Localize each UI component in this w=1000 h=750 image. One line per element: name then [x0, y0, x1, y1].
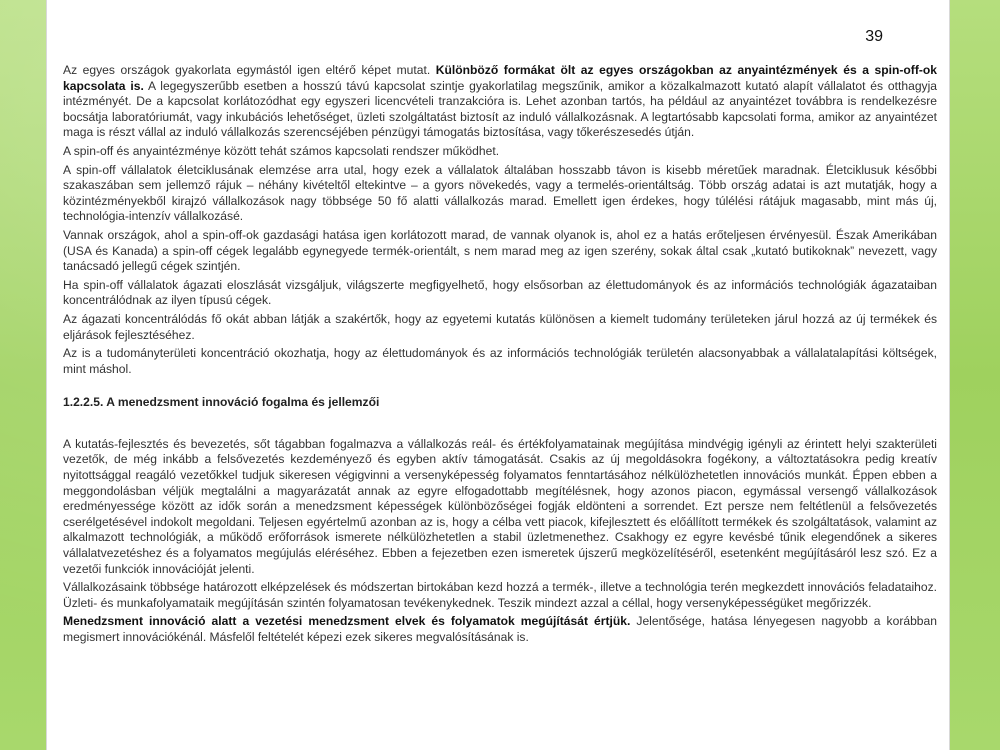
paragraph: Az ágazati koncentrálódás fő okát abban látják a szakértők, hogy az egyetemi kutatás különösen a kiemelt tudomány területeken járul hozzá az új termékek és eljárások fejlesztéséhez. [63, 311, 937, 342]
document-page [46, 0, 950, 750]
emphasis-text: Menedzsment innováció alatt a vezetési menedzsment elvek és folyamatok megújítását értjük. [63, 614, 631, 629]
document-body [63, 63, 937, 649]
paragraph-lead: Az egyes országok gyakorlata egymástól igen eltérő képet mutat. [63, 63, 436, 77]
page-number: 39 [865, 28, 883, 45]
paragraph [63, 63, 937, 141]
paragraph: A spin-off vállalatok életciklusának elemzése arra utal, hogy ezek a vállalatok általában hosszabb távon is kisebb méretűek maradnak. Életciklusuk későbbi szakaszában sem jellemző rájuk – néhány kivételtől eltekintve – a gyors növekedés, vagy a termelés-orientáltság. Több ország adatai is azt mutatják, hogy a közintézményekből kirajzó vállalkozások nagy többsége 50 fő alatti vállalkozás marad. Emellett igen érdekes, hogy túlélési rátájuk magasabb, mint más új, technológia-intenzív vállalkozásé. [63, 162, 937, 224]
paragraph: A spin-off és anyaintézménye között tehát számos kapcsolati rendszer működhet. [63, 143, 500, 158]
paragraph: Vállalkozásaink többsége határozott elképzelések és módszertan birtokában kezd hozzá a termék-, illetve a technológia terén megkezdett innovációs feladataihoz. Üzleti- és munkafolyamataik megújításán szintén folyamatosan tevékenykednek. Teszik mindezt azzal a céllal, hogy versenyképességüket megőrizzék. [63, 580, 937, 610]
emphasis-text: Különböző formákat ölt az egyes országokban az anyaintézmények és a spin-off-ok kapcsolata is. [63, 63, 938, 93]
paragraph: Az is a tudományterületi koncentráció okozhatja, hogy az élettudományok és az információs technológiák területén alacsonyabbak a vállalatalapítási költségek, mint máshol. [63, 346, 937, 376]
paragraph [63, 614, 937, 645]
paragraph: Vannak országok, ahol a spin-off-ok gazdasági hatása igen korlátozott marad, de vannak olyanok is, ahol ez a hatás erőteljesen érvényesül. Észak Amerikában (USA és Kanada) a spin-off cégek legalább egynegyede termék-orientált, s nem marad meg az igen szerény, sokak által csak „kutató butikoknak” nevezett, vagy tanácsadó jellegű cégek szintjén. [63, 227, 937, 274]
paragraph-rest: Jelentősége, hatása lényegesen nagyobb a korábban megismert innovációkénál. Másfelől feltételét képezi ezek sikeres megvalósításának is. [63, 614, 937, 644]
paragraph: A kutatás-fejlesztés és bevezetés, sőt tágabban fogalmazva a vállalkozás reál- és értékfolyamatainak megújítása mindvégig igényli az érintett helyi szakterületi vezetők, de még inkább a felsővezetés kezdeményező és egyben aktív támogatását. Csakis az új megoldásokra fogékony, a változtatásokra pedig kreatív nyitottsággal reagáló vezetőkkel tudjuk sikeresen végigvinni a versenyképesség folyamatos fenntartásához nélkülözhetetlen innovációs munkát. Éppen ebben a meggondolásban véljük megtalálni a magyarázatát annak az egyre elfogadottabb megítélésnek, hogy azonos piacon, egymással versengő vállalkozások eredményessége között az idők során a menedzsment képességek különbözőségei fogják eldönteni a sorrendet. Ezt persze nem feltétlenül a felsővezetés cserélgetésével indokolt megoldani. Teljesen egyértelmű azonban az is, hogy a célba vett piacok, kifejlesztett és előállított termékek és szolgáltatások, valamint az alkalmazott technológiák, a működő erőforrások ismerete nélkülözhetetlen a stabil üzletmenethez. Csakhogy ez egyre kevésbé tűnik elegendőnek a sikeres vállalatvezetéshez és a folyamatos megújulás eléréséhez. Ebben a fejezetben ezen ismeretek újszerű megközelítéséről, esetenként megújításáról lesz szó. Ez a vezetői funkciók innovációját jelenti. [63, 436, 937, 576]
paragraph-rest: A legegyszerűbb esetben a hosszú távú kapcsolat szintje gyakorlatilag megszűnik, amikor a közalkalmazott kutató alapít vállalatot és otthagyja intézményét. De a kapcsolat korlátozódhat egy egyszeri licencvételi tranzakcióra is. Lehet azonban tartós, ha például az anyaintézet továbbra is rendelkezésre bocsátja laboratóriumát, vagy inkubációs lehetőséget, üzleti szolgáltatást biztosít az induló vállalkozásnak. A legtartósabb kapcsolati forma, amikor az anyaintézet maga is részt vállal az induló vállalkozás szerencséjében pénzügyi támogatás biztosítása, vagy tőkerészesedés útján. [63, 78, 937, 140]
section-heading: 1.2.2.5. A menedzsment innováció fogalma és jellemzői [63, 395, 380, 410]
paragraph: Ha spin-off vállalatok ágazati eloszlását vizsgáljuk, világszerte megfigyelhető, hogy elsősorban az élettudományok és az információs technológiák ágazataiban koncentrálódnak az ilyen típusú cégek. [63, 277, 937, 308]
